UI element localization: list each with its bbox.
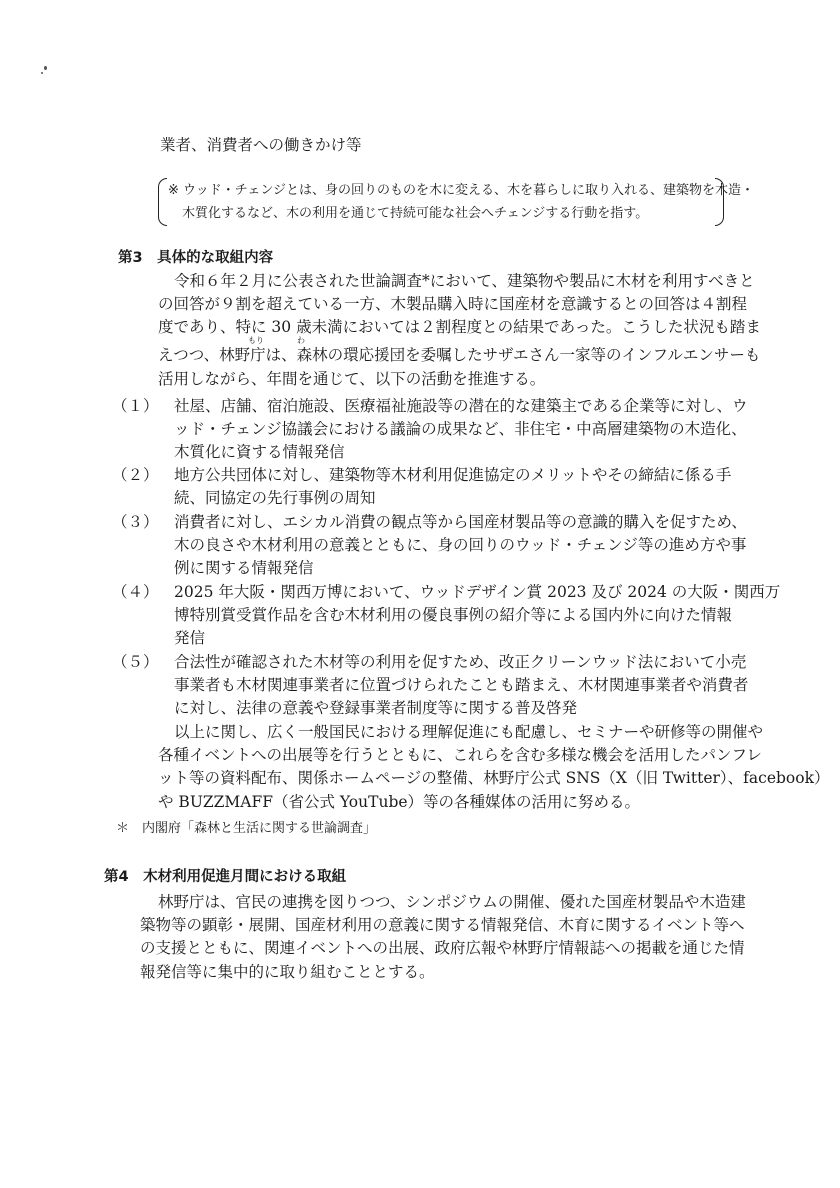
closing-line-3: ット等の資料配布、関係ホームページの整備、林野庁公式 SNS（X（旧 Twitter）、facebook） [158, 769, 830, 787]
item-3-number: （３） [112, 513, 159, 531]
item-4-line-3: 発信 [174, 629, 206, 647]
item-3-line-3: 例に関する情報発信 [174, 559, 314, 577]
item-4-line-2: 博特別賞受賞作品を含む木材利用の優良事例の紹介等による国内外に向けた情報 [174, 606, 733, 624]
section-4-heading: 第4 木材利用促進月間における取組 [104, 869, 347, 885]
item-5-line-1: 合法性が確認された木材等の利用を促すため、改正クリーンウッド法において小売 [174, 653, 747, 671]
item-3-line-1: 消費者に対し、エシカル消費の観点等から国産材製品等の意識的購入を促すため、 [174, 513, 747, 531]
intro-line-1: 令和６年２月に公表された世論調査*において、建築物や製品に木材を利用すべきと [174, 272, 755, 290]
item-5-line-3: に対し、法律の意義や登録事業者制度等に関する普及啓発 [174, 699, 578, 717]
item-1-number: （１） [112, 397, 159, 415]
item-1-line-1: 社屋、店舗、宿泊施設、医療福祉施設等の潜在的な建築主である企業等に対し、ウ [174, 397, 748, 415]
item-1-line-3: 木質化に資する情報発信 [174, 443, 345, 461]
item-2-line-1: 地方公共団体に対し、建築物等木材利用促進協定のメリットやその締結に係る手 [174, 466, 732, 484]
scan-speck [44, 66, 47, 70]
item-1-line-2: ッド・チェンジ協議会における議論の成果など、非住宅・中高層建築物の木造化、 [174, 420, 747, 438]
ruby-wa: わ [297, 336, 305, 345]
closing-line-2: 各種イベントへの出展等を行うとともに、これらを含む多様な機会を活用したパンフレ [158, 746, 762, 764]
intro-line-4: えつつ、林野庁は、森林の環応援団を委嘱したサザエさん一家等のインフルエンサーも [158, 346, 761, 364]
closing-line-4: や BUZZMAFF（省公式 YouTube）等の各種媒体の活用に努める。 [158, 793, 641, 811]
top-line: 業者、消費者への働きかけ等 [160, 136, 362, 154]
intro-line-2: の回答が９割を超えている一方、木製品購入時に国産材を意識するとの回答は４割程 [158, 295, 748, 313]
item-4-line-1: 2025 年大阪・関西万博において、ウッドデザイン賞 2023 及び 2024 の大阪・関西万 [174, 583, 781, 601]
section-4-line-3: の支援とともに、関連イベントへの出展、政府広報や林野庁情報誌への掲載を通じた情 [140, 939, 745, 957]
note-line-1: ※ ウッド・チェンジとは、身の回りのものを木に変える、木を暮らしに取り入れる、建築物を木造・ [168, 183, 755, 198]
item-3-line-2: 木の良さや木材利用の意義とともに、身の回りのウッド・チェンジ等の進め方や事 [174, 536, 747, 554]
item-2-line-2: 続、同協定の先行事例の周知 [174, 489, 376, 507]
intro-line-3: 度であり、特に 30 歳未満においては２割程度との結果であった。こうした状況も踏ま [158, 318, 761, 336]
note-line-2: 木質化するなど、木の利用を通じて持続可能な社会へチェンジする行動を指す。 [182, 206, 649, 221]
section-4-line-1: 林野庁は、官民の連携を図りつつ、シンポジウムの開催、優れた国産材製品や木造建 [158, 893, 746, 911]
ruby-mori: もり [248, 336, 264, 345]
definition-note [158, 178, 755, 226]
section-4-line-2: 築物等の顕彰・展開、国産材利用の意義に関する情報発信、木育に関するイベント等へ [140, 916, 745, 934]
intro-line-5: 活用しながら、年間を通じて、以下の活動を推進する。 [158, 370, 546, 388]
section-3-heading: 第3 具体的な取組内容 [118, 250, 274, 266]
closing-line-1: 以上に関し、広く一般国民における理解促進にも配慮し、セミナーや研修等の開催や [174, 723, 764, 741]
item-4-number: （４） [112, 583, 159, 601]
section-4-line-4: 報発信等に集中的に取り組むこととする。 [140, 963, 435, 981]
footnote: ＊ 内閣府「森林と生活に関する世論調査」 [116, 821, 377, 836]
item-5-line-2: 事業者も木材関連事業者に位置づけられたことも踏まえ、木材関連事業者や消費者 [174, 676, 749, 694]
item-2-number: （２） [112, 466, 159, 484]
item-5-number: （５） [112, 653, 159, 671]
note-bracket-left [158, 178, 167, 226]
scan-speck [41, 72, 43, 74]
